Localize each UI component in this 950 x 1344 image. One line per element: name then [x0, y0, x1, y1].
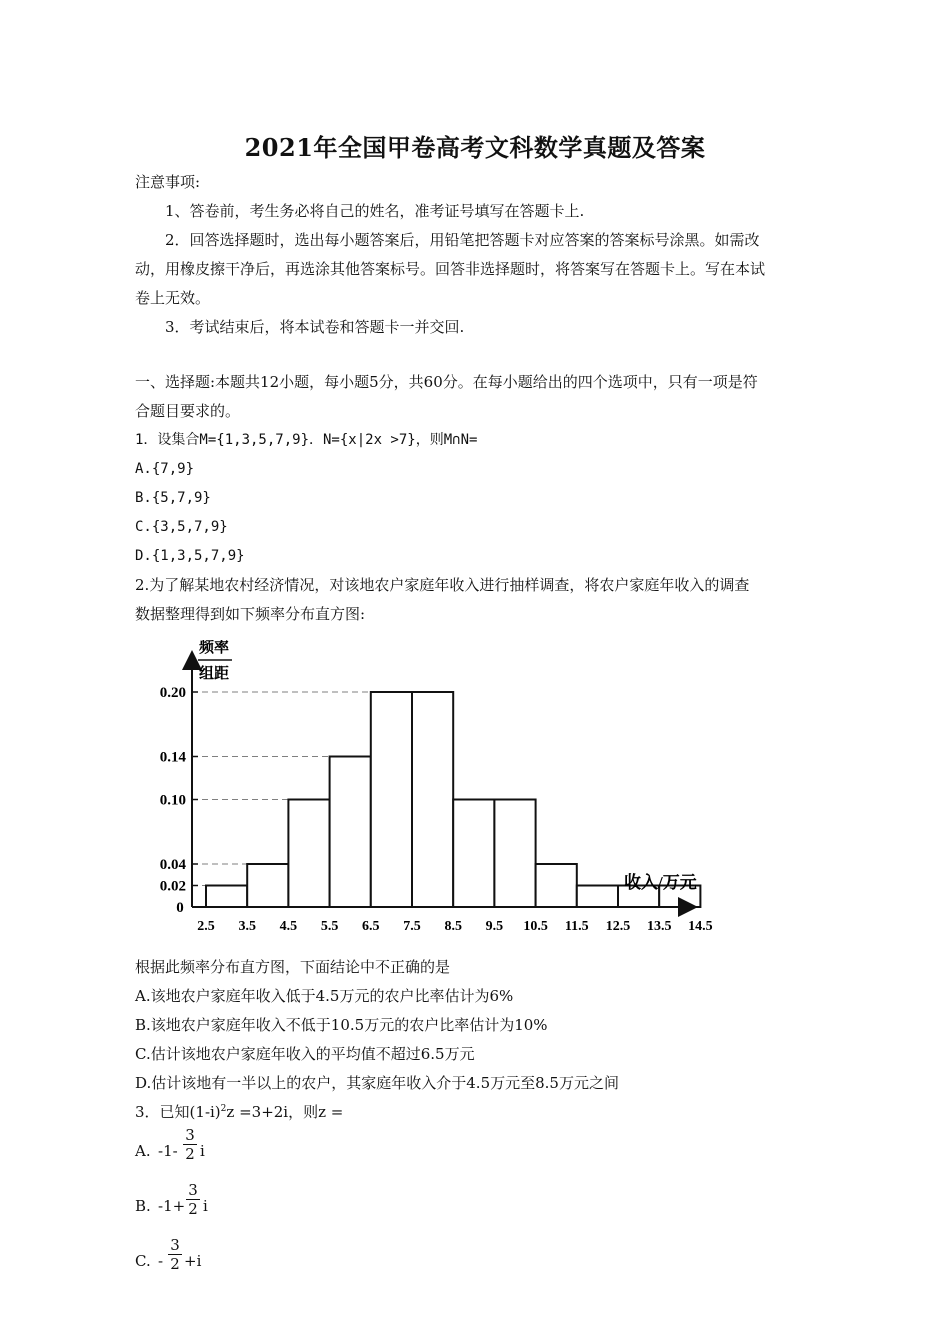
question-3-option-a-numerator: 3 — [183, 1126, 197, 1145]
histogram-bar — [330, 757, 371, 908]
question-3-option-a-label: A. — [135, 1142, 151, 1160]
histogram-bar — [453, 800, 494, 908]
histogram-bar — [536, 864, 577, 907]
x-axis-label: 收入/万元 — [624, 873, 697, 892]
question-1-option-b: B.{5,7,9} — [135, 490, 211, 506]
question-3-option-b-numerator: 3 — [186, 1181, 200, 1200]
notice-item-1: 1、答卷前，考生务必将自己的姓名，准考证号填写在答题卡上. — [165, 202, 585, 220]
question-3-stem-exponent: 2 — [220, 1104, 227, 1114]
x-tick-label: 14.5 — [688, 919, 713, 934]
question-3-option-c-label: C. — [135, 1252, 151, 1270]
x-tick-label: 7.5 — [403, 919, 421, 934]
section-heading-line-1: 一、选择题:本题共12小题，每小题5分，共60分。在每小题给出的四个选项中，只有一项是符 — [135, 373, 758, 391]
question-3-option-b-suffix: i — [203, 1197, 208, 1215]
notice-heading: 注意事项: — [135, 173, 201, 191]
x-tick-label: 5.5 — [320, 919, 339, 934]
x-tick-label: 6.5 — [362, 919, 380, 934]
y-tick-label: 0.04 — [159, 857, 186, 873]
question-2-option-d: D.估计该地有一半以上的农户，其家庭年收入介于4.5万元至8.5万元之间 — [135, 1074, 619, 1092]
x-tick-label: 8.5 — [444, 919, 462, 934]
y-tick-label: 0.10 — [159, 792, 186, 809]
question-2-stem-line-2: 数据整理得到如下频率分布直方图: — [135, 605, 366, 623]
y-axis-label-bottom: 组距 — [198, 666, 230, 682]
x-tick-label: 3.5 — [238, 919, 256, 934]
histogram-bar — [288, 800, 329, 908]
histogram-bar — [206, 886, 247, 908]
notice-item-2-line-1: 2．回答选择题时，选出每小题答案后，用铅笔把答题卡对应答案的答案标号涂黑。如需改 — [165, 231, 760, 249]
histogram-bar — [247, 864, 288, 907]
question-1-option-a: A.{7,9} — [135, 461, 195, 477]
x-tick-label: 4.5 — [279, 919, 298, 934]
question-3-option-c-numerator: 3 — [168, 1236, 182, 1255]
question-1-option-c: C.{3,5,7,9} — [135, 519, 228, 535]
question-2-stem-line-1: 2.为了解某地农村经济情况，对该地农户家庭年收入进行抽样调查，将农户家庭年收入的调查 — [135, 576, 750, 594]
x-tick-label: 10.5 — [523, 919, 548, 934]
question-2-option-a: A.该地农户家庭年收入低于4.5万元的农户比率估计为6% — [135, 987, 514, 1005]
question-3-stem — [135, 1102, 343, 1122]
y-tick-label: 0.02 — [159, 878, 186, 895]
page-title: 2021年全国甲卷高考文科数学真题及答案 — [244, 133, 706, 162]
notice-item-2-line-2: 动，用橡皮擦干净后，再选涂其他答案标号。回答非选择题时，将答案写在答题卡上。写在本试 — [135, 260, 766, 278]
histogram-bar — [371, 692, 412, 907]
question-3-option-c-fraction — [168, 1236, 182, 1273]
x-tick-label: 11.5 — [564, 919, 589, 934]
question-1-option-d: D.{1,3,5,7,9} — [135, 548, 245, 564]
question-3-option-b-prefix: -1+ — [158, 1197, 186, 1215]
histogram-bar — [494, 800, 535, 908]
question-3-option-a-fraction — [183, 1126, 197, 1163]
x-tick-label: 12.5 — [605, 919, 631, 934]
histogram-bar — [577, 886, 618, 908]
x-tick-label: 13.5 — [646, 919, 672, 934]
y-axis-label-top: 频率 — [198, 640, 230, 656]
question-3-option-c-prefix: - — [158, 1252, 164, 1270]
frequency-histogram — [150, 640, 730, 940]
origin-label: 0 — [176, 900, 184, 916]
question-1-stem: 1．设集合M={1,3,5,7,9}．N={x|2x >7}，则M∩N= — [135, 432, 478, 448]
question-2-option-b: B.该地农户家庭年收入不低于10.5万元的农户比率估计为10% — [135, 1016, 548, 1034]
question-3-option-c-denominator: 2 — [170, 1255, 180, 1273]
x-tick-label: 9.5 — [485, 919, 504, 934]
question-3-option-a-suffix: i — [200, 1142, 205, 1160]
section-heading-line-2: 合题目要求的。 — [135, 402, 241, 420]
y-tick-label: 0.20 — [159, 685, 186, 701]
question-2-option-c: C.估计该地农户家庭年收入的平均值不超过6.5万元 — [135, 1045, 475, 1063]
y-tick-label: 0.14 — [159, 749, 186, 766]
question-3-option-b-fraction — [186, 1181, 200, 1218]
question-3-option-b-label: B. — [135, 1197, 151, 1215]
histogram-bar — [412, 692, 453, 907]
question-3-option-c-suffix: +i — [184, 1252, 202, 1270]
question-3-option-b-denominator: 2 — [188, 1200, 198, 1218]
question-3-option-a-prefix: -1- — [158, 1142, 178, 1160]
question-3-stem-pre: 3．已知(1-i) — [135, 1103, 221, 1121]
question-3-stem-post: z =3+2i，则z = — [226, 1103, 344, 1121]
notice-item-3: 3．考试结束后，将本试卷和答题卡一并交回. — [165, 318, 465, 336]
question-2-prompt: 根据此频率分布直方图，下面结论中不正确的是 — [135, 958, 451, 976]
x-tick-label: 2.5 — [197, 919, 215, 934]
question-3-option-a-denominator: 2 — [185, 1145, 195, 1163]
notice-item-2-line-3: 卷上无效。 — [135, 289, 211, 307]
